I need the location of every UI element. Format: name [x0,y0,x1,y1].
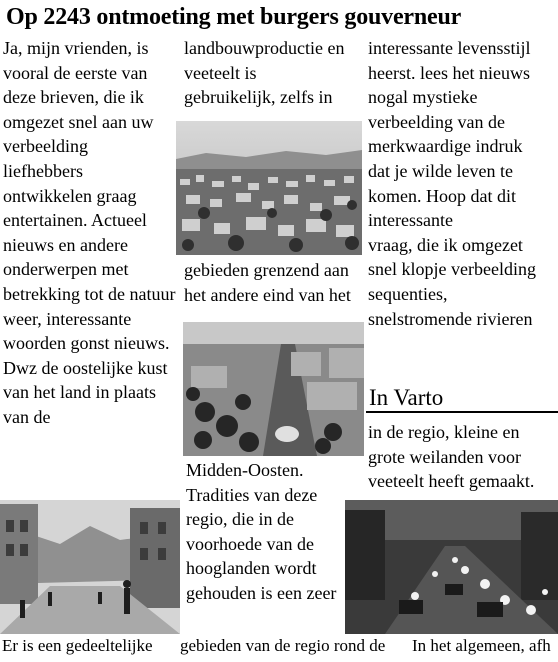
col3-line: merkwaardige indruk [368,136,523,157]
col1-line: ontwikkelen graag [3,185,137,206]
col1-line: Dwz de oostelijke kust [3,357,168,378]
column-2-mid [184,258,362,307]
col1-line: nieuws en andere [3,234,128,255]
column-1 [3,36,181,430]
col3-line: snelstromende rivieren [368,308,533,329]
col1-line: van het land in plaats [3,382,156,403]
col3-line: in de regio, kleine en [368,422,520,442]
bottom-text-middle: gebieden van de regio rond de [180,636,386,655]
col2-line: Midden-Oosten. [186,460,304,480]
col2-line: Tradities van deze [186,484,318,505]
column-3-top [368,36,556,331]
col1-line: van de [3,406,51,427]
night-street-photo [345,500,558,634]
col1-line: verbeelding [3,136,88,157]
col1-line: liefhebbers [3,160,83,181]
col2-line: landbouwproductie en [184,38,345,58]
section-subhead: In Varto [369,385,444,410]
col3-line: sequenties, [368,283,448,304]
col1-line: vooral de eerste van [3,62,148,83]
col2-line: het andere eind van het [184,284,351,305]
column-2-top [184,36,360,110]
col1-line: weer, interessante [3,308,132,329]
col3-line: snel klopje verbeelding [368,259,536,280]
col3-line: grote weilanden voor [368,446,521,467]
section-rule [366,411,558,413]
city-panorama-photo [176,121,362,255]
col3-line: verbeelding van de [368,111,505,132]
col3-line: interessante levensstijl [368,38,531,58]
headline: Op 2243 ontmoeting met burgers gouverneur [6,4,462,30]
col1-line: omgezet snel aan uw [3,111,154,132]
col3-line: vraag, die ik omgezet [368,234,523,255]
aerial-plaza-photo [183,322,364,456]
col3-line: heerst. lees het nieuws [368,62,530,83]
col3-line: komen. Hoop dat dit [368,185,516,206]
col2-line: gehouden is een zeer [186,582,337,603]
bottom-text-left: Er is een gedeeltelijke [2,636,153,655]
col2-line: veeteelt is [184,62,257,83]
bottom-text-right: In het algemeen, afh [412,636,551,655]
col1-line: betrekking tot de natuur [3,283,176,304]
col2-line: voorhoede van de [186,533,314,554]
col2-line: gebieden grenzend aan [184,260,349,280]
col3-line: interessante [368,210,453,231]
column-3-bottom [368,420,556,494]
col2-line: hooglanden wordt [186,558,317,579]
column-2-bottom [186,458,362,606]
col2-line: regio, die in de [186,509,294,530]
col3-line: dat je wilde leven te [368,160,513,181]
col1-line: Ja, mijn vrienden, is [3,38,149,58]
col2-line: gebruikelijk, zelfs in [184,87,333,108]
col1-line: entertainen. Actueel [3,210,147,231]
col1-line: deze brieven, die ik [3,87,144,108]
col3-line: nogal mystieke [368,87,478,108]
col1-line: woorden gonst nieuws. [3,333,170,354]
col1-line: onderwerpen met [3,259,129,280]
mountain-street-photo [0,500,180,634]
col3-line: veeteelt heeft gemaakt. [368,471,535,492]
